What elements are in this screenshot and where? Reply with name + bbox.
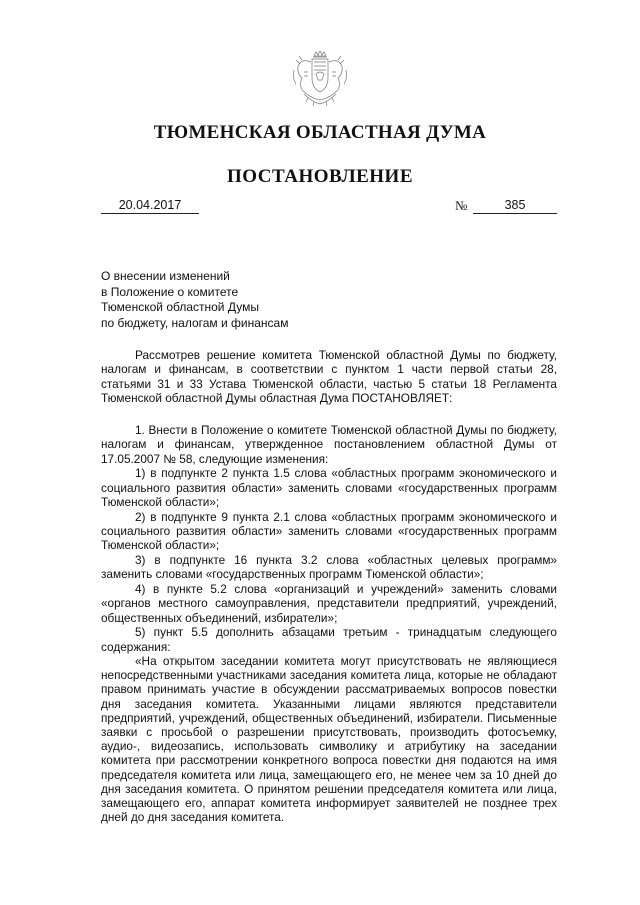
- document-date: 20.04.2017: [101, 198, 199, 214]
- document-type-title: ПОСТАНОВЛЕНИЕ: [226, 166, 414, 187]
- item-1-paragraph: 1. Внести в Положение о комитете Тюменской областной Думы по бюджету, налогам и финансам, утвержденное постановлением областной Думы от 17.05.2007 № 58, следующие изменения:: [101, 422, 557, 466]
- subitem-5-paragraph: 5) пункт 5.5 дополнить абзацами третьим - тринадцатым следующего содержания:: [101, 625, 557, 654]
- subitem-3-paragraph: 3) в подпункте 16 пункта 3.2 слова «областных целевых программ» заменить словами «государственных программ Тюменской области»;: [101, 552, 557, 582]
- number-sign: №: [455, 198, 468, 213]
- document-number: 385: [473, 198, 557, 214]
- coat-of-arms-icon: [288, 48, 352, 110]
- quoted-amendment-paragraph: «На открытом заседании комитета могут присутствовать не являющиеся непосредственными участниками заседания комитета лица, которые не обладают правом принимать участие в обсуждении рассматриваемых вопросов повестки дня заседания комитета. Указанными лицами являются представители предприятий, учреждений, общественных объединений, избиратели. Письменные заявки с просьбой о разрешении присутствовать, производить фотосъемку, аудио-, видеозапись, использовать символику и атрибутику на заседании комитета при рассмотрении конкретного вопроса повестки дня подаются на имя председателя комитета или лица, замещающего его, не менее чем за 10 дней до дня заседания комитета. О принятом решении председателя комитета или лица, замещающего его, аппарат комитета информирует заявителей не позднее трех дней до дня заседания комитета.: [101, 654, 557, 825]
- document-subject: [101, 269, 361, 331]
- subject-line: Тюменской областной Думы: [101, 300, 259, 315]
- subitem-4-paragraph: 4) в пункте 5.2 слова «организаций и учреждений» заменить словами «органов местного самоуправления, представители предприятий, учреждений, общественных объединений, избиратели»;: [101, 581, 557, 625]
- document-body: [101, 348, 557, 825]
- subject-line: по бюджету, налогам и финансам: [101, 315, 289, 330]
- subject-line: О внесении изменений: [101, 269, 230, 283]
- preamble-paragraph: Рассмотрев решение комитета Тюменской областной Думы по бюджету, налогам и финансам, в соответствии с пунктом 1 части первой статьи 28, статьями 31 и 33 Устава Тюменской области, частью 5 статьи 18 Регламента Тюменской областной Думы областная Дума ПОСТАНОВЛЯЕТ:: [101, 348, 557, 406]
- subitem-2-paragraph: 2) в подпункте 9 пункта 2.1 слова «областных программ экономического и социального развития области» заменить словами «государственных программ Тюменской области»;: [101, 509, 557, 553]
- subject-line: в Положение о комитете: [101, 284, 239, 299]
- organization-title: ТЮМЕНСКАЯ ОБЛАСТНАЯ ДУМА: [153, 122, 487, 143]
- subitem-1-paragraph: 1) в подпункте 2 пункта 1.5 слова «областных программ экономического и социального развития области» заменить словами «государственных программ Тюменской области»;: [101, 466, 557, 510]
- coat-of-arms-emblem: [288, 48, 352, 110]
